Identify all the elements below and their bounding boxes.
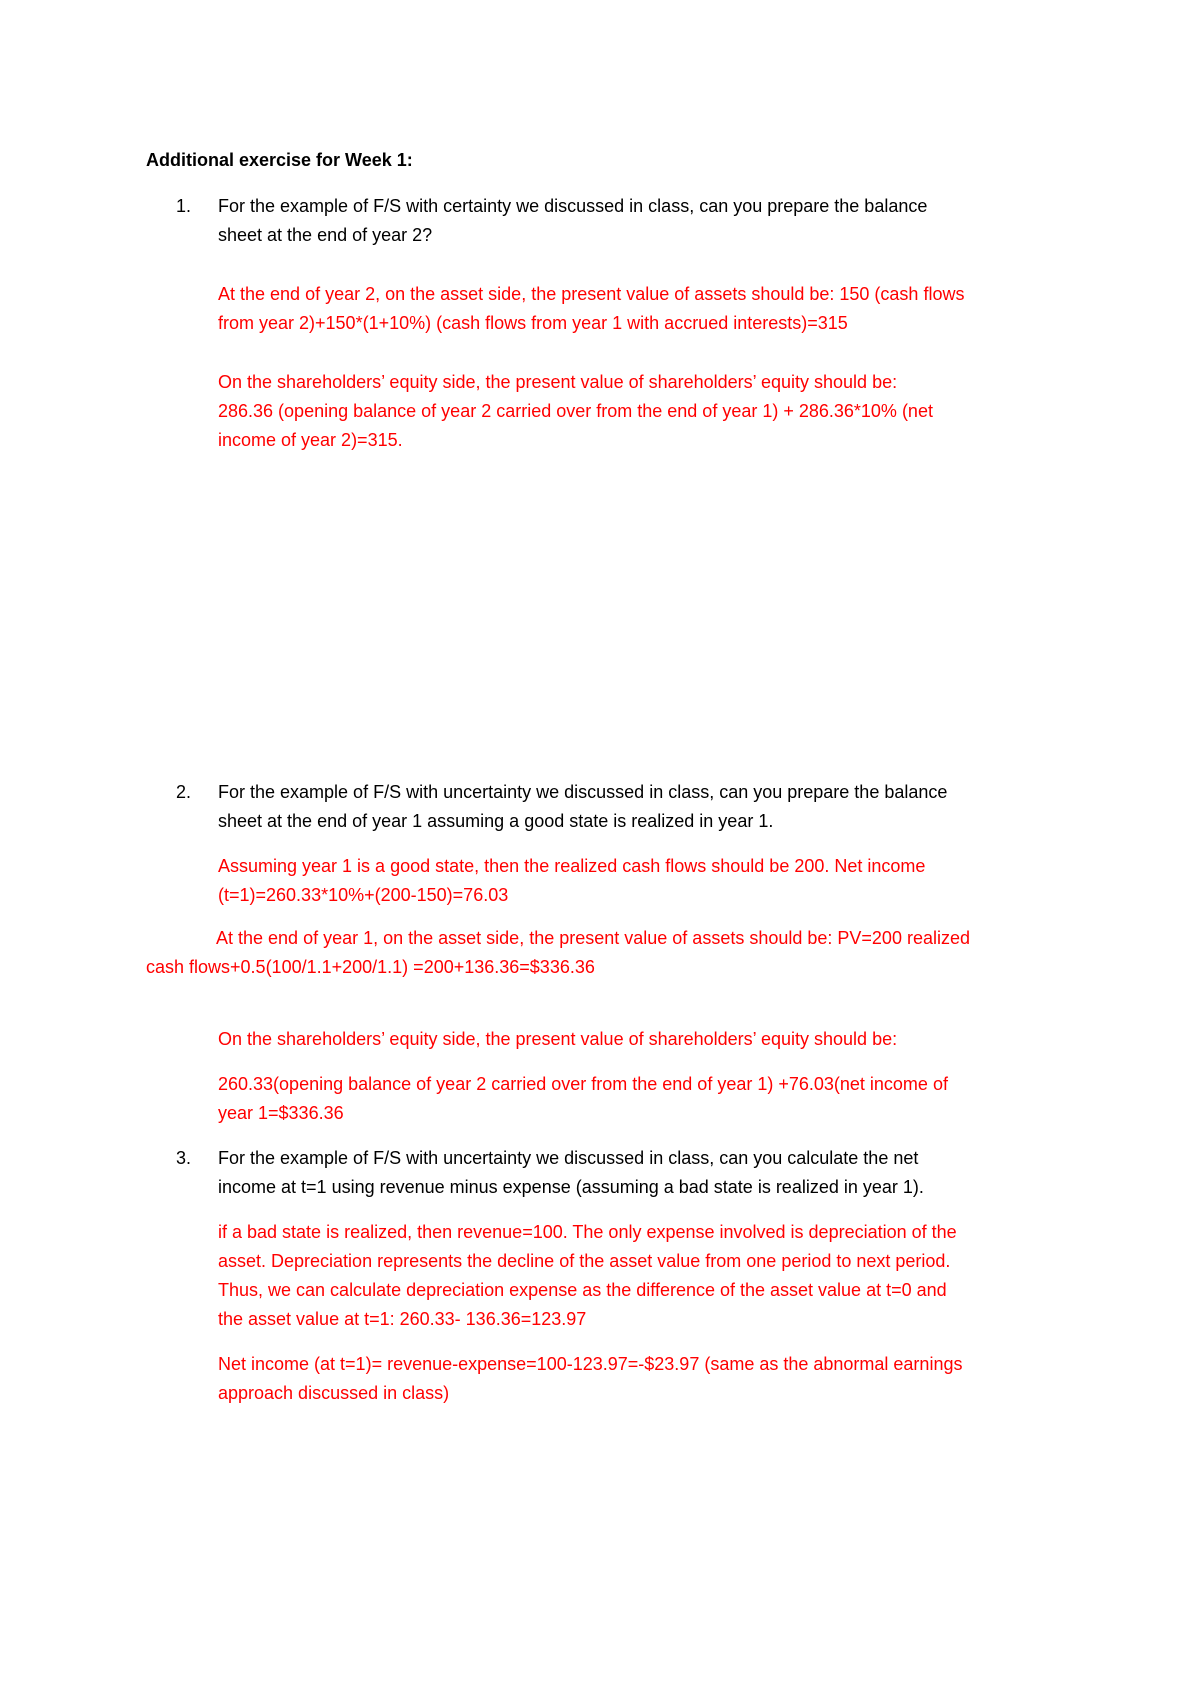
q2-number: 2. bbox=[176, 782, 192, 802]
q3-answer1-line-2: asset. Depreciation represents the decline of the asset value from one period to next period. bbox=[218, 1251, 951, 1271]
q1-number: 1. bbox=[176, 196, 192, 216]
q1-answer1-line-2: from year 2)+150*(1+10%) (cash flows from year 1 with accrued interests)=315 bbox=[218, 313, 848, 333]
document-title: Additional exercise for Week 1: bbox=[146, 150, 413, 170]
q1-answer2-line-2: 286.36 (opening balance of year 2 carried over from the end of year 1) + 286.36*10% (net bbox=[218, 401, 933, 421]
q1-answer1-line-1: At the end of year 2, on the asset side, the present value of assets should be: 150 (cash flows bbox=[218, 284, 965, 304]
q2-answer1-line-1: Assuming year 1 is a good state, then the realized cash flows should be 200. Net income bbox=[218, 856, 926, 876]
q3-answer2-line-2: approach discussed in class) bbox=[218, 1383, 450, 1403]
q1-answer2-line-3: income of year 2)=315. bbox=[218, 430, 403, 450]
q2-line-2: sheet at the end of year 1 assuming a good state is realized in year 1. bbox=[218, 811, 774, 831]
q2-answer4-line-1: 260.33(opening balance of year 2 carried over from the end of year 1) +76.03(net income of bbox=[218, 1074, 948, 1094]
q2-answer4-line-2: year 1=$336.36 bbox=[218, 1103, 344, 1123]
q3-answer1-line-1: if a bad state is realized, then revenue=100. The only expense involved is depreciation of the bbox=[218, 1222, 957, 1242]
q2-answer2-line-1: At the end of year 1, on the asset side, the present value of assets should be: PV=200 realized bbox=[216, 928, 970, 948]
q3-number: 3. bbox=[176, 1148, 192, 1168]
q1-answer2-line-1: On the shareholders’ equity side, the present value of shareholders’ equity should be: bbox=[218, 372, 898, 392]
q2-line-1: For the example of F/S with uncertainty we discussed in class, can you prepare the balance bbox=[218, 782, 948, 802]
q1-line-1: For the example of F/S with certainty we discussed in class, can you prepare the balance bbox=[218, 196, 928, 216]
q2-answer2-line-2: cash flows+0.5(100/1.1+200/1.1) =200+136.36=$336.36 bbox=[146, 957, 595, 977]
q3-answer2-line-1: Net income (at t=1)= revenue-expense=100-123.97=-$23.97 (same as the abnormal earnings bbox=[218, 1354, 963, 1374]
q2-answer1-line-2: (t=1)=260.33*10%+(200-150)=76.03 bbox=[218, 885, 509, 905]
q3-line-2: income at t=1 using revenue minus expense (assuming a bad state is realized in year 1). bbox=[218, 1177, 924, 1197]
q2-answer3-line-1: On the shareholders’ equity side, the present value of shareholders’ equity should be: bbox=[218, 1029, 898, 1049]
q3-answer1-line-4: the asset value at t=1: 260.33- 136.36=123.97 bbox=[218, 1309, 587, 1329]
q3-line-1: For the example of F/S with uncertainty we discussed in class, can you calculate the net bbox=[218, 1148, 919, 1168]
q3-answer1-line-3: Thus, we can calculate depreciation expense as the difference of the asset value at t=0 and bbox=[218, 1280, 947, 1300]
q1-line-2: sheet at the end of year 2? bbox=[218, 225, 433, 245]
